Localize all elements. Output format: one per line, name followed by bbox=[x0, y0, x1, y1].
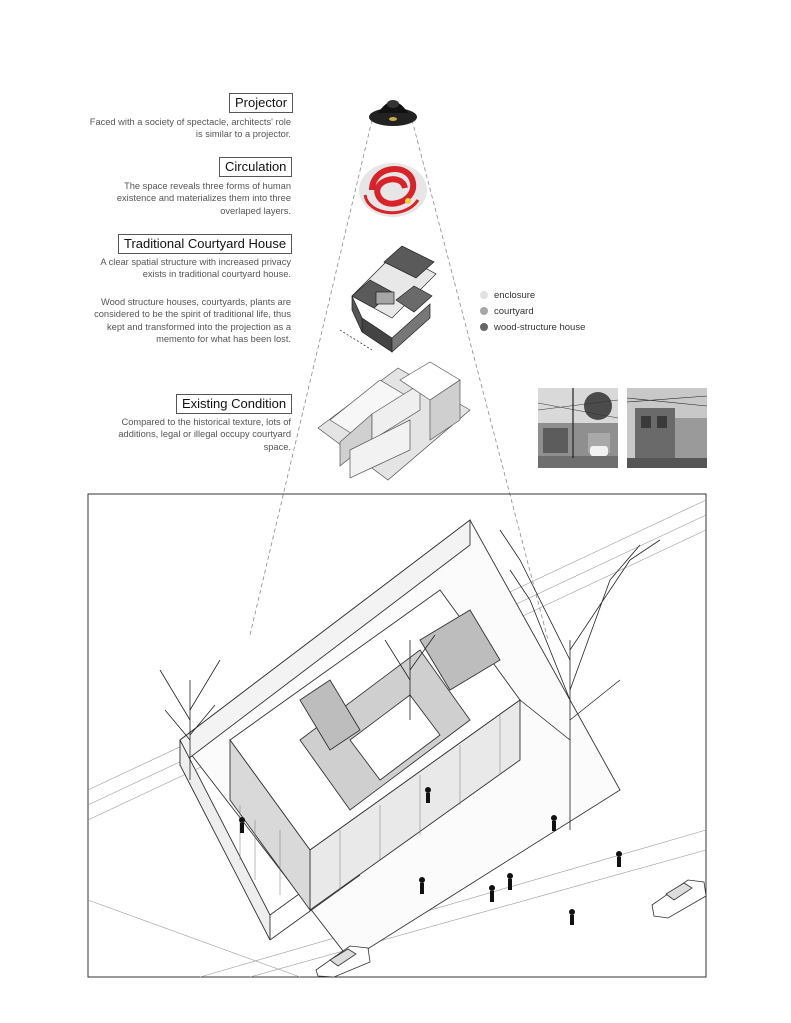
courtyard-house-description-2: Wood structure houses, courtyards, plants are considered to be the spirit of traditional life, thus kept and transformed into the projection as a memento for what has been lost. bbox=[94, 297, 291, 345]
projector-icon bbox=[369, 100, 417, 126]
projector-title: Projector bbox=[229, 93, 293, 113]
circulation-icon bbox=[359, 163, 427, 217]
existing-condition-icon bbox=[318, 362, 470, 480]
existing-condition-description: Compared to the historical texture, lots of additions, legal or illegal occupy courtyard space. bbox=[118, 417, 291, 452]
courtyard-house-title: Traditional Courtyard House bbox=[118, 234, 292, 254]
circulation-description: The space reveals three forms of human existence and materializes them into three overlaped layers. bbox=[116, 181, 291, 216]
legend-label: enclosure bbox=[494, 289, 536, 301]
car-icon bbox=[652, 880, 706, 918]
legend-label: courtyard bbox=[494, 305, 534, 317]
projector-description: Faced with a society of spectacle, architects' role is similar to a projector. bbox=[89, 117, 291, 140]
existing-condition-title: Existing Condition bbox=[176, 394, 292, 414]
courtyard-house-icon bbox=[340, 246, 436, 352]
legend-label: wood-structure house bbox=[494, 321, 586, 333]
circulation-title: Circulation bbox=[219, 157, 292, 177]
courtyard-house-description: A clear spatial structure with increased privacy exists in traditional courtyard house. bbox=[100, 257, 291, 280]
car-icon bbox=[316, 946, 370, 977]
